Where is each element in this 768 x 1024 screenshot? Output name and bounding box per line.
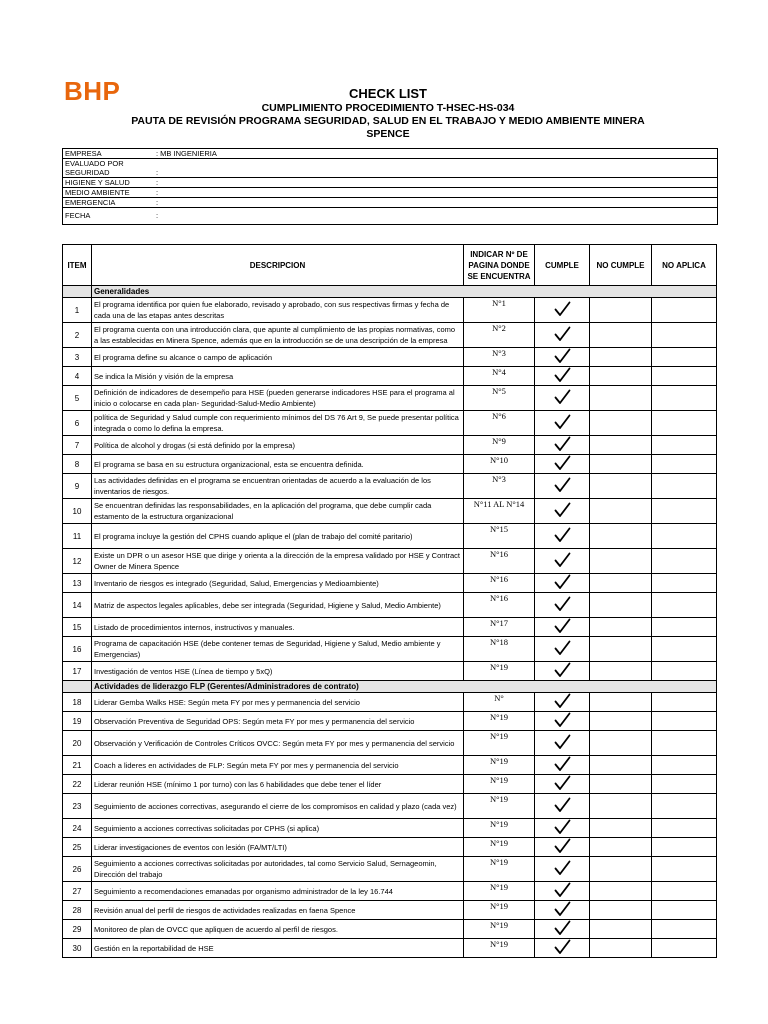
- table-row: [63, 524, 717, 549]
- item-number: 8: [63, 455, 92, 474]
- no-aplica-cell[interactable]: [652, 731, 717, 756]
- item-description: El programa incluye la gestión del CPHS cuando aplique el (plan de trabajo del comité paritario): [92, 524, 464, 549]
- item-description: Existe un DPR o un asesor HSE que dirige y orienta a la dirección de la empresa validado por HSE y Contract Owner de Minera Spence: [92, 549, 464, 574]
- table-row: [63, 794, 717, 819]
- item-description: Definición de indicadores de desempeño para HSE (pueden generarse indicadores HSE para el programa al inicio o colocarse en cada plan- Seguridad-Salud-Medio Ambiente): [92, 386, 464, 411]
- bhp-logo: BHP: [64, 76, 121, 106]
- table-row: [63, 411, 717, 436]
- checkmark-icon: [554, 640, 571, 656]
- header-no-cumple: NO CUMPLE: [590, 245, 652, 286]
- section-title: Actividades de liderazgo FLP (Gerentes/Administradores de contrato): [92, 681, 717, 693]
- page-reference[interactable]: N°3: [464, 474, 535, 499]
- checkmark-icon: [554, 552, 571, 568]
- cumple-cell[interactable]: [535, 455, 590, 474]
- cumple-cell[interactable]: [535, 323, 590, 348]
- higiene-row: [63, 178, 717, 188]
- checkmark-icon: [554, 819, 571, 835]
- item-description: El programa identifica por quien fue elaborado, revisado y aprobado, con sus respectivas firmas y fecha de cada una de las etapas antes descritas: [92, 298, 464, 323]
- no-aplica-cell[interactable]: [652, 367, 717, 386]
- section-spacer: [63, 681, 92, 693]
- no-cumple-cell[interactable]: [590, 411, 652, 436]
- item-number: 26: [63, 857, 92, 882]
- cumple-cell[interactable]: [535, 857, 590, 882]
- page-reference[interactable]: N°19: [464, 838, 535, 857]
- no-aplica-cell[interactable]: [652, 819, 717, 838]
- item-number: 24: [63, 819, 92, 838]
- checkmark-icon: [554, 693, 571, 709]
- page-reference[interactable]: N°11 AL N°14: [464, 499, 535, 524]
- checkmark-icon: [554, 734, 571, 750]
- item-number: 9: [63, 474, 92, 499]
- no-aplica-cell[interactable]: [652, 618, 717, 637]
- cumple-cell[interactable]: [535, 662, 590, 681]
- checkmark-icon: [554, 301, 571, 317]
- item-description: Observación y Verificación de Controles Críticos OVCC: Según meta FY por mes y permanencia del servicio: [92, 731, 464, 756]
- no-cumple-cell[interactable]: [590, 618, 652, 637]
- item-description: Seguimiento a acciones correctivas solicitadas por autoridades, tal como Servicio Salud, Sernageomin, Dirección del trabajo: [92, 857, 464, 882]
- checkmark-icon: [554, 455, 571, 471]
- page-reference[interactable]: N°16: [464, 574, 535, 593]
- cumple-cell[interactable]: [535, 411, 590, 436]
- table-row: [63, 549, 717, 574]
- page-reference[interactable]: N°2: [464, 323, 535, 348]
- medio-ambiente-value: :: [156, 188, 159, 197]
- cumple-cell[interactable]: [535, 882, 590, 901]
- checkmark-icon: [554, 389, 571, 405]
- no-cumple-cell[interactable]: [590, 693, 652, 712]
- table-row: [63, 499, 717, 524]
- no-aplica-cell[interactable]: [652, 662, 717, 681]
- item-description: Política de alcohol y drogas (si está definido por la empresa): [92, 436, 464, 455]
- table-row: [63, 819, 717, 838]
- item-description: Liderar investigaciones de eventos con lesión (FA/MT/LTI): [92, 838, 464, 857]
- no-aplica-cell[interactable]: [652, 939, 717, 958]
- item-number: 17: [63, 662, 92, 681]
- item-number: 11: [63, 524, 92, 549]
- no-cumple-cell[interactable]: [590, 882, 652, 901]
- document-header: [120, 86, 656, 141]
- page-reference[interactable]: N°19: [464, 756, 535, 775]
- checkmark-icon: [554, 797, 571, 813]
- no-aplica-cell[interactable]: [652, 474, 717, 499]
- no-cumple-cell[interactable]: [590, 367, 652, 386]
- checkmark-icon: [554, 477, 571, 493]
- cumple-cell[interactable]: [535, 298, 590, 323]
- table-row: [63, 756, 717, 775]
- empresa-value: : MB INGENIERIA: [156, 149, 217, 158]
- table-row: [63, 838, 717, 857]
- no-aplica-cell[interactable]: [652, 712, 717, 731]
- checkmark-icon: [554, 527, 571, 543]
- checkmark-icon: [554, 662, 571, 678]
- no-cumple-cell[interactable]: [590, 436, 652, 455]
- no-cumple-cell[interactable]: [590, 712, 652, 731]
- no-aplica-cell[interactable]: [652, 348, 717, 367]
- section-title: Generalidades: [92, 286, 717, 298]
- seguridad-row: [63, 168, 717, 178]
- table-row: [63, 298, 717, 323]
- cumple-cell[interactable]: [535, 474, 590, 499]
- no-cumple-cell[interactable]: [590, 775, 652, 794]
- cumple-cell[interactable]: [535, 794, 590, 819]
- no-aplica-cell[interactable]: [652, 794, 717, 819]
- higiene-value: :: [156, 178, 159, 187]
- page-title: CHECK LIST: [349, 86, 427, 101]
- item-description: Investigación de ventos HSE (Línea de tiempo y 5xQ): [92, 662, 464, 681]
- checklist-table: [62, 244, 717, 958]
- page-reference[interactable]: N°6: [464, 411, 535, 436]
- item-description: política de Seguridad y Salud cumple con requerimiento mínimos del DS 76 Art 9, Se puede presentar política integrada o como lo defina la empresa.: [92, 411, 464, 436]
- subtitle-pauta: PAUTA DE REVISIÓN PROGRAMA SEGURIDAD, SALUD EN EL TRABAJO Y MEDIO AMBIENTE MINERA: [131, 115, 645, 127]
- no-aplica-cell[interactable]: [652, 411, 717, 436]
- item-number: 2: [63, 323, 92, 348]
- cumple-cell[interactable]: [535, 436, 590, 455]
- page-reference[interactable]: N°16: [464, 593, 535, 618]
- cumple-cell[interactable]: [535, 731, 590, 756]
- checkmark-icon: [554, 326, 571, 342]
- no-cumple-cell[interactable]: [590, 499, 652, 524]
- cumple-cell[interactable]: [535, 920, 590, 939]
- item-description: Seguimiento a acciones correctivas solicitadas por CPHS (si aplica): [92, 819, 464, 838]
- no-aplica-cell[interactable]: [652, 920, 717, 939]
- section-spacer: [63, 286, 92, 298]
- cumple-cell[interactable]: [535, 712, 590, 731]
- higiene-label: HIGIENE Y SALUD: [65, 178, 130, 187]
- no-cumple-cell[interactable]: [590, 838, 652, 857]
- no-cumple-cell[interactable]: [590, 524, 652, 549]
- item-number: 12: [63, 549, 92, 574]
- table-header-row: [63, 245, 717, 286]
- no-aplica-cell[interactable]: [652, 549, 717, 574]
- item-description: Observación Preventiva de Seguridad OPS: Según meta FY por mes y permanencia del servicio: [92, 712, 464, 731]
- item-number: 16: [63, 637, 92, 662]
- item-number: 7: [63, 436, 92, 455]
- page-reference[interactable]: N°4: [464, 367, 535, 386]
- item-description: Seguimiento a recomendaciones emanadas por organismo administrador de la ley 16.744: [92, 882, 464, 901]
- table-row: [63, 920, 717, 939]
- no-aplica-cell[interactable]: [652, 857, 717, 882]
- item-number: 3: [63, 348, 92, 367]
- no-aplica-cell[interactable]: [652, 499, 717, 524]
- item-description: Seguimiento de acciones correctivas, asegurando el cierre de los compromisos en calidad y plazo (cada vez): [92, 794, 464, 819]
- no-aplica-cell[interactable]: [652, 524, 717, 549]
- table-row: [63, 323, 717, 348]
- item-description: Gestión en la reportabilidad de HSE: [92, 939, 464, 958]
- cumple-cell[interactable]: [535, 524, 590, 549]
- no-cumple-cell[interactable]: [590, 756, 652, 775]
- section-row: [63, 681, 717, 693]
- item-description: Las actividades definidas en el programa se encuentran orientadas de acuerdo a la evaluación de los inventarios de riesgos.: [92, 474, 464, 499]
- header-cumple: CUMPLE: [535, 245, 590, 286]
- medio-ambiente-label: MEDIO AMBIENTE: [65, 188, 130, 197]
- checkmark-icon: [554, 882, 571, 898]
- page-reference[interactable]: N°15: [464, 524, 535, 549]
- no-cumple-cell[interactable]: [590, 939, 652, 958]
- no-aplica-cell[interactable]: [652, 574, 717, 593]
- checkmark-icon: [554, 436, 571, 452]
- item-number: 23: [63, 794, 92, 819]
- seguridad-label: SEGURIDAD: [65, 168, 110, 177]
- emergencia-row: [63, 198, 717, 208]
- item-description: Liderar reunión HSE (mínimo 1 por turno) con las 6 habilidades que debe tener el líder: [92, 775, 464, 794]
- evaluado-label: EVALUADO POR: [65, 159, 124, 168]
- item-number: 28: [63, 901, 92, 920]
- header-descripcion: DESCRIPCION: [92, 245, 464, 286]
- section-row: [63, 286, 717, 298]
- page-reference[interactable]: N°10: [464, 455, 535, 474]
- fecha-value: :: [156, 211, 159, 220]
- cumple-cell[interactable]: [535, 775, 590, 794]
- page-reference[interactable]: N°19: [464, 819, 535, 838]
- no-cumple-cell[interactable]: [590, 794, 652, 819]
- page-reference[interactable]: N°5: [464, 386, 535, 411]
- item-number: 18: [63, 693, 92, 712]
- table-row: [63, 637, 717, 662]
- header-no-aplica: NO APLICA: [652, 245, 717, 286]
- item-description: Programa de capacitación HSE (debe contener temas de Seguridad, Higiene y Salud, Medio ambiente y Emergencias): [92, 637, 464, 662]
- cumple-cell[interactable]: [535, 756, 590, 775]
- no-cumple-cell[interactable]: [590, 348, 652, 367]
- checkmark-icon: [554, 502, 571, 518]
- page-reference[interactable]: N°19: [464, 662, 535, 681]
- table-row: [63, 775, 717, 794]
- table-row: [63, 574, 717, 593]
- checkmark-icon: [554, 838, 571, 854]
- no-aplica-cell[interactable]: [652, 756, 717, 775]
- fecha-row: [63, 208, 717, 224]
- item-number: 20: [63, 731, 92, 756]
- table-row: [63, 455, 717, 474]
- item-number: 5: [63, 386, 92, 411]
- item-number: 19: [63, 712, 92, 731]
- item-description: El programa se basa en su estructura organizacional, esta se encuentra definida.: [92, 455, 464, 474]
- page-reference[interactable]: N°19: [464, 794, 535, 819]
- checkmark-icon: [554, 756, 571, 772]
- item-number: 22: [63, 775, 92, 794]
- checkmark-icon: [554, 596, 571, 612]
- checkmark-icon: [554, 712, 571, 728]
- item-description: Se encuentran definidas las responsabilidades, en la aplicación del programa, que debe cumplir cada estamento de la estructura organizacional: [92, 499, 464, 524]
- no-cumple-cell[interactable]: [590, 549, 652, 574]
- no-cumple-cell[interactable]: [590, 819, 652, 838]
- emergencia-value: :: [156, 198, 159, 207]
- cumple-cell[interactable]: [535, 618, 590, 637]
- page-reference[interactable]: N°19: [464, 920, 535, 939]
- item-number: 13: [63, 574, 92, 593]
- no-cumple-cell[interactable]: [590, 637, 652, 662]
- no-aplica-cell[interactable]: [652, 775, 717, 794]
- cumple-cell[interactable]: [535, 939, 590, 958]
- medio-ambiente-row: [63, 188, 717, 198]
- no-aplica-cell[interactable]: [652, 882, 717, 901]
- no-aplica-cell[interactable]: [652, 593, 717, 618]
- no-cumple-cell[interactable]: [590, 901, 652, 920]
- page-reference[interactable]: N°19: [464, 901, 535, 920]
- checkmark-icon: [554, 939, 571, 955]
- page-reference[interactable]: N°18: [464, 637, 535, 662]
- table-row: [63, 593, 717, 618]
- evaluado-row: [63, 159, 717, 168]
- item-number: 4: [63, 367, 92, 386]
- table-row: [63, 857, 717, 882]
- page-reference[interactable]: N°3: [464, 348, 535, 367]
- page-reference[interactable]: N°16: [464, 549, 535, 574]
- cumple-cell[interactable]: [535, 499, 590, 524]
- no-cumple-cell[interactable]: [590, 574, 652, 593]
- item-number: 25: [63, 838, 92, 857]
- cumple-cell[interactable]: [535, 819, 590, 838]
- no-aplica-cell[interactable]: [652, 637, 717, 662]
- item-number: 6: [63, 411, 92, 436]
- page-reference[interactable]: N°19: [464, 712, 535, 731]
- item-number: 27: [63, 882, 92, 901]
- checkmark-icon: [554, 414, 571, 430]
- cumple-cell[interactable]: [535, 693, 590, 712]
- cumple-cell[interactable]: [535, 593, 590, 618]
- cumple-cell[interactable]: [535, 367, 590, 386]
- no-aplica-cell[interactable]: [652, 693, 717, 712]
- emergencia-label: EMERGENCIA: [65, 198, 116, 207]
- no-cumple-cell[interactable]: [590, 593, 652, 618]
- checkmark-icon: [554, 775, 571, 791]
- no-cumple-cell[interactable]: [590, 662, 652, 681]
- item-description: Liderar Gemba Walks HSE: Según meta FY por mes y permanencia del servicio: [92, 693, 464, 712]
- page-reference[interactable]: N°19: [464, 882, 535, 901]
- checkmark-icon: [554, 348, 571, 364]
- table-row: [63, 731, 717, 756]
- item-number: 21: [63, 756, 92, 775]
- cumple-cell[interactable]: [535, 574, 590, 593]
- checkmark-icon: [554, 920, 571, 936]
- cumple-cell[interactable]: [535, 637, 590, 662]
- fecha-label: FECHA: [65, 211, 91, 220]
- item-number: 1: [63, 298, 92, 323]
- checkmark-icon: [554, 618, 571, 634]
- no-cumple-cell[interactable]: [590, 455, 652, 474]
- item-number: 29: [63, 920, 92, 939]
- subtitle-procedure: CUMPLIMIENTO PROCEDIMIENTO T-HSEC-HS-034: [261, 102, 515, 114]
- info-block: [62, 148, 718, 225]
- table-row: [63, 693, 717, 712]
- checkmark-icon: [554, 574, 571, 590]
- no-cumple-cell[interactable]: [590, 298, 652, 323]
- cumple-cell[interactable]: [535, 549, 590, 574]
- table-row: [63, 348, 717, 367]
- checkmark-icon: [554, 901, 571, 917]
- item-description: Listado de procedimientos internos, instructivos y manuales.: [92, 618, 464, 637]
- no-cumple-cell[interactable]: [590, 474, 652, 499]
- item-description: Se indica la Misión y visión de la empresa: [92, 367, 464, 386]
- item-description: Revisión anual del perfil de riesgos de actividades realizadas en faena Spence: [92, 901, 464, 920]
- page-reference[interactable]: N°17: [464, 618, 535, 637]
- no-aplica-cell[interactable]: [652, 323, 717, 348]
- item-number: 15: [63, 618, 92, 637]
- item-description: Inventario de riesgos es integrado (Seguridad, Salud, Emergencias y Medioambiente): [92, 574, 464, 593]
- table-row: [63, 474, 717, 499]
- no-cumple-cell[interactable]: [590, 857, 652, 882]
- subtitle-spence: SPENCE: [366, 128, 410, 140]
- no-cumple-cell[interactable]: [590, 323, 652, 348]
- header-pagina: INDICAR Nº DE PAGINA DONDE SE ENCUENTRA: [464, 245, 535, 286]
- no-cumple-cell[interactable]: [590, 920, 652, 939]
- no-aplica-cell[interactable]: [652, 901, 717, 920]
- table-row: [63, 386, 717, 411]
- item-description: Monitoreo de plan de OVCC que apliquen de acuerdo al perfil de riesgos.: [92, 920, 464, 939]
- table-row: [63, 367, 717, 386]
- seguridad-value: :: [156, 168, 159, 177]
- item-description: El programa cuenta con una introducción clara, que apunte al cumplimiento de las propias normativas, como a las establecidas en Minera Spence, además que en la introducción se de una descripción de la empresa: [92, 323, 464, 348]
- table-row: [63, 901, 717, 920]
- checkmark-icon: [554, 860, 571, 876]
- table-row: [63, 882, 717, 901]
- no-aplica-cell[interactable]: [652, 838, 717, 857]
- cumple-cell[interactable]: [535, 838, 590, 857]
- page-reference[interactable]: N°19: [464, 939, 535, 958]
- no-aplica-cell[interactable]: [652, 298, 717, 323]
- item-description: Matriz de aspectos legales aplicables, debe ser integrada (Seguridad, Higiene y Salud, Medio Ambiente): [92, 593, 464, 618]
- table-row: [63, 436, 717, 455]
- empresa-row: [63, 149, 717, 159]
- no-aplica-cell[interactable]: [652, 436, 717, 455]
- page-reference[interactable]: N°: [464, 693, 535, 712]
- page-reference[interactable]: N°1: [464, 298, 535, 323]
- table-row: [63, 939, 717, 958]
- page-reference[interactable]: N°19: [464, 857, 535, 882]
- no-aplica-cell[interactable]: [652, 386, 717, 411]
- page-reference[interactable]: N°9: [464, 436, 535, 455]
- no-cumple-cell[interactable]: [590, 386, 652, 411]
- table-row: [63, 618, 717, 637]
- table-row: [63, 662, 717, 681]
- item-description: El programa define su alcance o campo de aplicación: [92, 348, 464, 367]
- empresa-label: EMPRESA: [65, 149, 102, 158]
- page-reference[interactable]: N°19: [464, 775, 535, 794]
- cumple-cell[interactable]: [535, 348, 590, 367]
- cumple-cell[interactable]: [535, 386, 590, 411]
- cumple-cell[interactable]: [535, 901, 590, 920]
- item-number: 10: [63, 499, 92, 524]
- checkmark-icon: [554, 367, 571, 383]
- header-item: ITEM: [63, 245, 92, 286]
- table-row: [63, 712, 717, 731]
- item-number: 30: [63, 939, 92, 958]
- item-description: Coach a lideres en actividades de FLP: Según meta FY por mes y permanencia del servicio: [92, 756, 464, 775]
- no-aplica-cell[interactable]: [652, 455, 717, 474]
- page-reference[interactable]: N°19: [464, 731, 535, 756]
- item-number: 14: [63, 593, 92, 618]
- no-cumple-cell[interactable]: [590, 731, 652, 756]
